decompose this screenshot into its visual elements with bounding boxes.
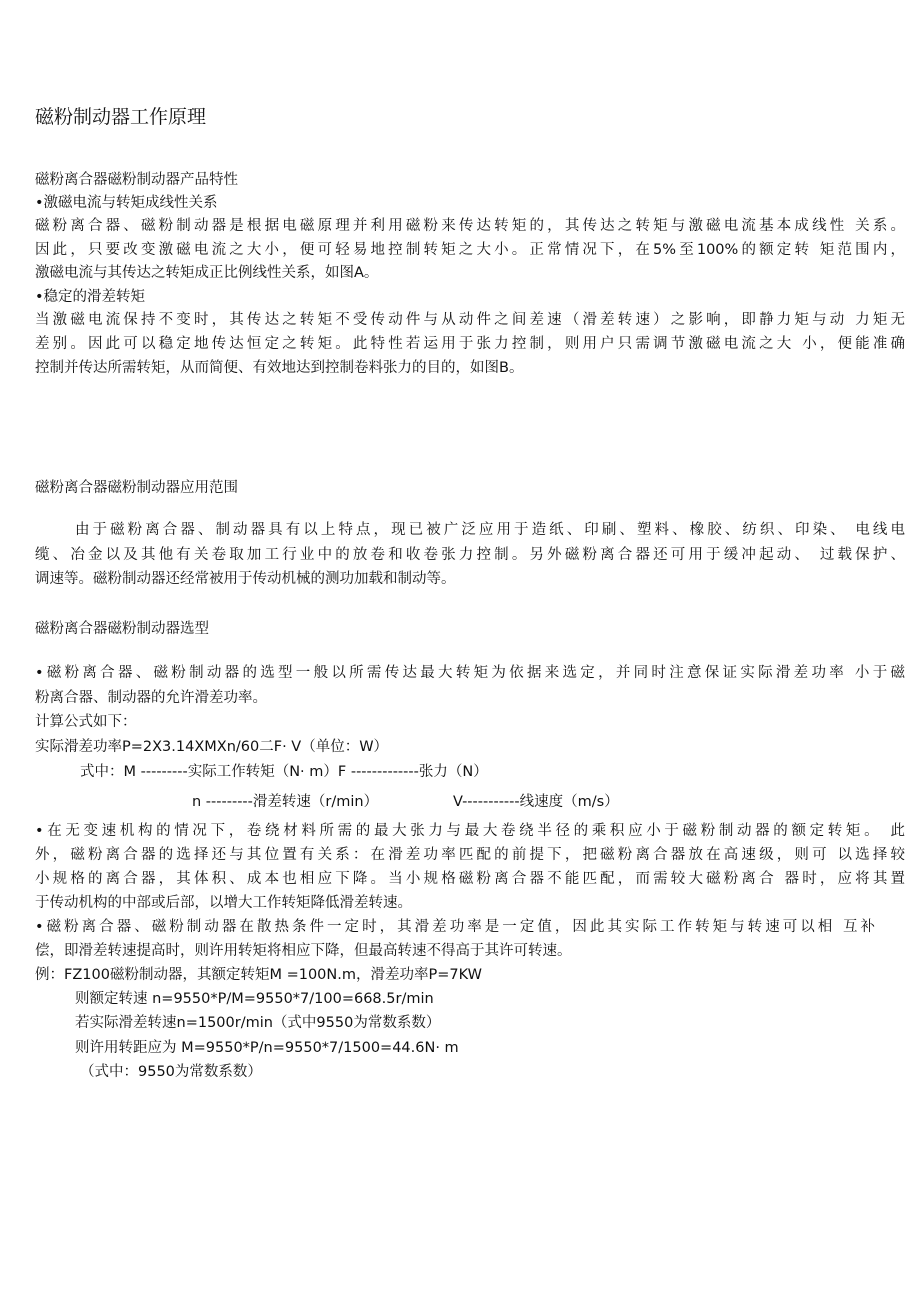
paragraph-line: 因此，只要改变激磁电流之大小，便可轻易地控制转矩之大小。正常情况下，在5%至100%的额定转 矩范围内， — [35, 242, 905, 258]
paragraph-line: 控制并传达所需转矩，从而简便、有效地达到控制卷料张力的目的，如图B。 — [35, 360, 524, 376]
section-heading-features: 磁粉离合器磁粉制动器产品特性 — [35, 172, 238, 188]
formula-legend: 式中：M ---------实际工作转矩（N· m）F -------------张力（N） — [80, 764, 488, 780]
paragraph-line: 于传动机构的中部或后部，以增大工作转矩降低滑差转速。 — [35, 895, 412, 911]
paragraph-line: •磁粉离合器、磁粉制动器的选型一般以所需传达最大转矩为依据来选定，并同时注意保证实际滑差功率 小于磁 — [35, 665, 905, 681]
section-heading-selection: 磁粉离合器磁粉制动器选型 — [35, 621, 209, 637]
example-note: （式中：9550为常数系数） — [80, 1064, 262, 1080]
section-heading-applications: 磁粉离合器磁粉制动器应用范围 — [35, 480, 238, 496]
paragraph-line: •在无变速机构的情况下，卷绕材料所需的最大张力与最大卷绕半径的乘积应小于磁粉制动器的额定转矩。 此 — [35, 823, 905, 839]
paragraph-line: 当激磁电流保持不变时，其传达之转矩不受传动件与从动件之间差速（滑差转速）之影响，即静力矩与动 力矩无 — [35, 312, 905, 328]
paragraph-line: 小规格的离合器，其体积、成本也相应下降。当小规格磁粉离合器不能匹配，而需较大磁粉离合 器时，应将其置 — [35, 871, 905, 887]
paragraph-line: 差别。因此可以稳定地传达恒定之转矩。此特性若运用于张力控制，则用户只需调节激磁电流之大 小，便能准确 — [35, 336, 905, 352]
example-line: 则许用转距应为 M=9550*P/n=9550*7/1500=44.6N· m — [75, 1040, 459, 1056]
formula-legend: V-----------线速度（m/s） — [453, 794, 619, 810]
page-title: 磁粉制动器工作原理 — [35, 106, 207, 128]
formula-legend: n ---------滑差转速（r/min） — [192, 794, 379, 810]
example-line: 则额定转速 n=9550*P/M=9550*7/100=668.5r/min — [75, 991, 434, 1007]
paragraph-line: •磁粉离合器、磁粉制动器在散热条件一定时，其滑差功率是一定值，因此其实际工作转矩与转速可以相 互补 — [35, 919, 875, 935]
paragraph-line: 外，磁粉离合器的选择还与其位置有关系：在滑差功率匹配的前提下，把磁粉离合器放在高速级，则可 以选择较 — [35, 847, 905, 863]
bullet-linear: •激磁电流与转矩成线性关系 — [35, 195, 218, 211]
formula-label: 计算公式如下： — [35, 714, 137, 730]
paragraph-line: 偿，即滑差转速提高时，则许用转矩将相应下降，但最高转速不得高于其许可转速。 — [35, 943, 572, 959]
paragraph-line: 调速等。磁粉制动器还经常被用于传动机械的测功加载和制动等。 — [35, 571, 456, 587]
paragraph-line: 磁粉离合器、磁粉制动器是根据电磁原理并利用磁粉来传达转矩的，其传达之转矩与激磁电流基本成线性 关系。 — [35, 218, 905, 234]
paragraph-line: 由于磁粉离合器、制动器具有以上特点，现已被广泛应用于造纸、印刷、塑料、橡胶、纺织、印染、 电线电 — [75, 522, 905, 538]
example-line: 若实际滑差转速n=1500r/min（式中9550为常数系数） — [75, 1015, 441, 1031]
bullet-slip-torque: •稳定的滑差转矩 — [35, 289, 146, 305]
formula: 实际滑差功率P=2X3.14XMXn/60二F· V（单位：W） — [35, 739, 389, 755]
paragraph-line: 粉离合器、制动器的允许滑差功率。 — [35, 690, 267, 706]
paragraph-line: 缆、冶金以及其他有关卷取加工行业中的放卷和收卷张力控制。另外磁粉离合器还可用于缓冲起动、 过载保护、 — [35, 547, 905, 563]
paragraph-line: 激磁电流与其传达之转矩成正比例线性关系，如图A。 — [35, 265, 379, 281]
example-line: 例：FZ100磁粉制动器，其额定转矩M =100N.m，滑差功率P=7KW — [35, 967, 482, 983]
